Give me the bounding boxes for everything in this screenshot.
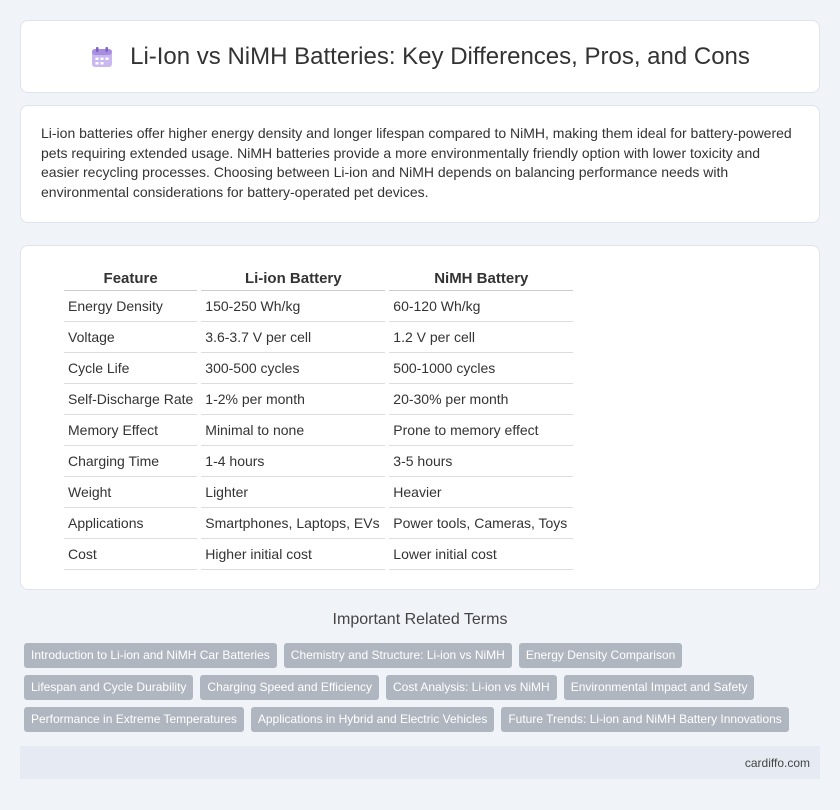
related-term-tag[interactable]: Cost Analysis: Li-ion vs NiMH <box>386 675 557 700</box>
column-header: Li-ion Battery <box>201 264 385 291</box>
table-cell: Voltage <box>64 322 197 353</box>
table-row <box>64 322 573 353</box>
table-cell: 20-30% per month <box>389 384 573 415</box>
comparison-table <box>60 264 577 570</box>
related-term-tag[interactable]: Lifespan and Cycle Durability <box>24 675 193 700</box>
table-cell: Memory Effect <box>64 415 197 446</box>
table-cell: Prone to memory effect <box>389 415 573 446</box>
summary-text: Li-ion batteries offer higher energy density and longer lifespan compared to NiMH, making them ideal for battery-powered pets requiring extended usage. NiMH batteries provide a more environmentally friendly option with lower toxicity and easier recycling processes. Choosing between Li-ion and NiMH depends on balancing performance needs with environmental considerations for battery-operated pet devices. <box>41 125 792 200</box>
table-cell: Energy Density <box>64 291 197 322</box>
table-cell: 1.2 V per cell <box>389 322 573 353</box>
table-cell: 1-4 hours <box>201 446 385 477</box>
page-title <box>90 43 750 71</box>
table-row <box>64 477 573 508</box>
table-row <box>64 415 573 446</box>
table-cell: Applications <box>64 508 197 539</box>
comparison-table-card <box>20 245 820 590</box>
table-cell: Minimal to none <box>201 415 385 446</box>
table-cell: Lighter <box>201 477 385 508</box>
related-terms-list <box>24 643 804 732</box>
related-term-tag[interactable]: Applications in Hybrid and Electric Vehicles <box>251 707 494 732</box>
related-term-tag[interactable]: Energy Density Comparison <box>519 643 682 668</box>
table-cell: Heavier <box>389 477 573 508</box>
related-term-tag[interactable]: Performance in Extreme Temperatures <box>24 707 244 732</box>
related-term-tag[interactable]: Future Trends: Li-ion and NiMH Battery Innovations <box>501 707 788 732</box>
table-row <box>64 539 573 570</box>
table-cell: 3.6-3.7 V per cell <box>201 322 385 353</box>
footer-site: cardiffo.com <box>744 755 810 770</box>
table-cell: Higher initial cost <box>201 539 385 570</box>
table-cell: Cycle Life <box>64 353 197 384</box>
table-row <box>64 508 573 539</box>
column-header: NiMH Battery <box>389 264 573 291</box>
related-term-tag[interactable]: Introduction to Li-ion and NiMH Car Batteries <box>24 643 277 668</box>
table-row <box>64 384 573 415</box>
table-cell: 500-1000 cycles <box>389 353 573 384</box>
table-cell: Self-Discharge Rate <box>64 384 197 415</box>
table-cell: Weight <box>64 477 197 508</box>
table-cell: Power tools, Cameras, Toys <box>389 508 573 539</box>
related-terms-title: Important Related Terms <box>332 611 508 628</box>
table-cell: 60-120 Wh/kg <box>389 291 573 322</box>
table-row <box>64 291 573 322</box>
page-title-text: Li-Ion vs NiMH Batteries: Key Differences, Pros, and Cons <box>130 42 750 70</box>
footer <box>20 746 820 779</box>
column-header: Feature <box>64 264 197 291</box>
related-term-tag[interactable]: Charging Speed and Efficiency <box>200 675 379 700</box>
table-header-row <box>64 264 573 291</box>
table-row <box>64 446 573 477</box>
related-term-tag[interactable]: Environmental Impact and Safety <box>564 675 755 700</box>
table-cell: 150-250 Wh/kg <box>201 291 385 322</box>
related-term-tag[interactable]: Chemistry and Structure: Li-ion vs NiMH <box>284 643 512 668</box>
table-row <box>64 353 573 384</box>
table-cell: Cost <box>64 539 197 570</box>
title-card <box>20 20 820 93</box>
summary-card <box>20 105 820 223</box>
table-body <box>64 291 573 570</box>
table-cell: Lower initial cost <box>389 539 573 570</box>
table-cell: Charging Time <box>64 446 197 477</box>
table-cell: 1-2% per month <box>201 384 385 415</box>
table-cell: 3-5 hours <box>389 446 573 477</box>
table-cell: 300-500 cycles <box>201 353 385 384</box>
table-cell: Smartphones, Laptops, EVs <box>201 508 385 539</box>
calendar-icon <box>90 45 114 69</box>
